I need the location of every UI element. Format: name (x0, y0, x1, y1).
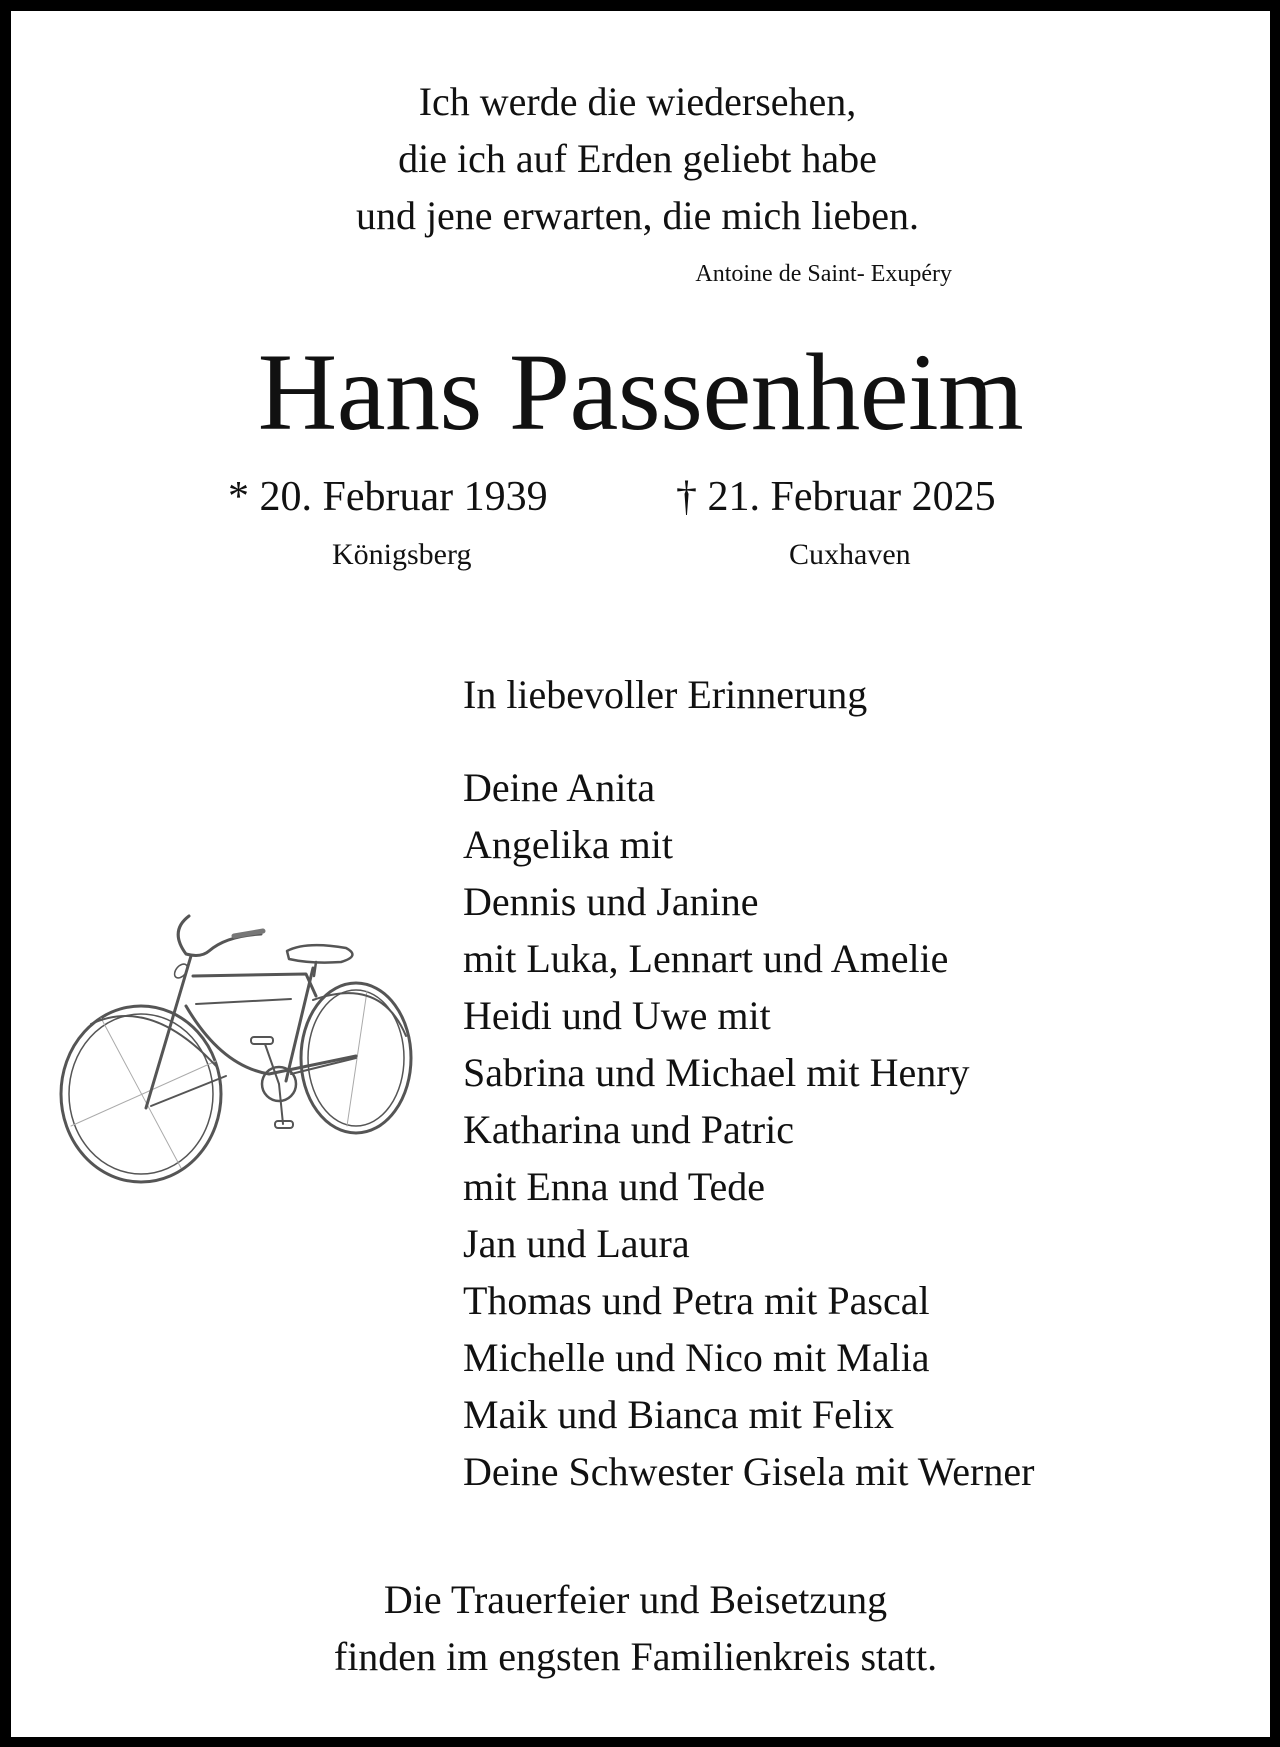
bicycle-icon (51, 896, 431, 1196)
family-line: Katharina und Patric (463, 1107, 794, 1152)
family-line: mit Luka, Lennart und Amelie (463, 936, 949, 981)
family-line: Deine Anita (463, 765, 656, 810)
quote-line: die ich auf Erden geliebt habe (398, 136, 877, 181)
family-list (463, 759, 1034, 1500)
quote-line: Ich werde die wiedersehen, (418, 79, 857, 124)
family-line: Angelika mit (463, 822, 673, 867)
family-line: Heidi und Uwe mit (463, 993, 771, 1038)
memory-heading: In liebevoller Erinnerung (463, 672, 868, 717)
family-line: Jan und Laura (463, 1221, 690, 1266)
family-line: Michelle und Nico mit Malia (463, 1335, 930, 1380)
quote-author: Antoine de Saint- Exupéry (695, 261, 952, 287)
deceased-name: Hans Passenheim (257, 331, 1024, 453)
closing-line: finden im engsten Familienkreis statt. (333, 1634, 938, 1679)
quote-line: und jene erwarten, die mich lieben. (355, 193, 920, 238)
family-line: Dennis und Janine (463, 879, 759, 924)
obituary-notice (11, 11, 1270, 1737)
death-place: Cuxhaven (789, 538, 911, 571)
family-line: Deine Schwester Gisela mit Werner (463, 1449, 1035, 1494)
closing-line: Die Trauerfeier und Beisetzung (383, 1577, 888, 1622)
quote (8, 73, 1267, 244)
family-line: Thomas und Petra mit Pascal (463, 1278, 930, 1323)
family-line: Maik und Bianca mit Felix (463, 1392, 895, 1437)
birth-date: * 20. Februar 1939 (228, 474, 548, 520)
birth-place: Königsberg (332, 538, 472, 571)
family-line: mit Enna und Tede (463, 1164, 765, 1209)
death-date: † 21. Februar 2025 (676, 474, 996, 520)
closing-note (6, 1571, 1265, 1685)
family-line: Sabrina und Michael mit Henry (463, 1050, 970, 1095)
